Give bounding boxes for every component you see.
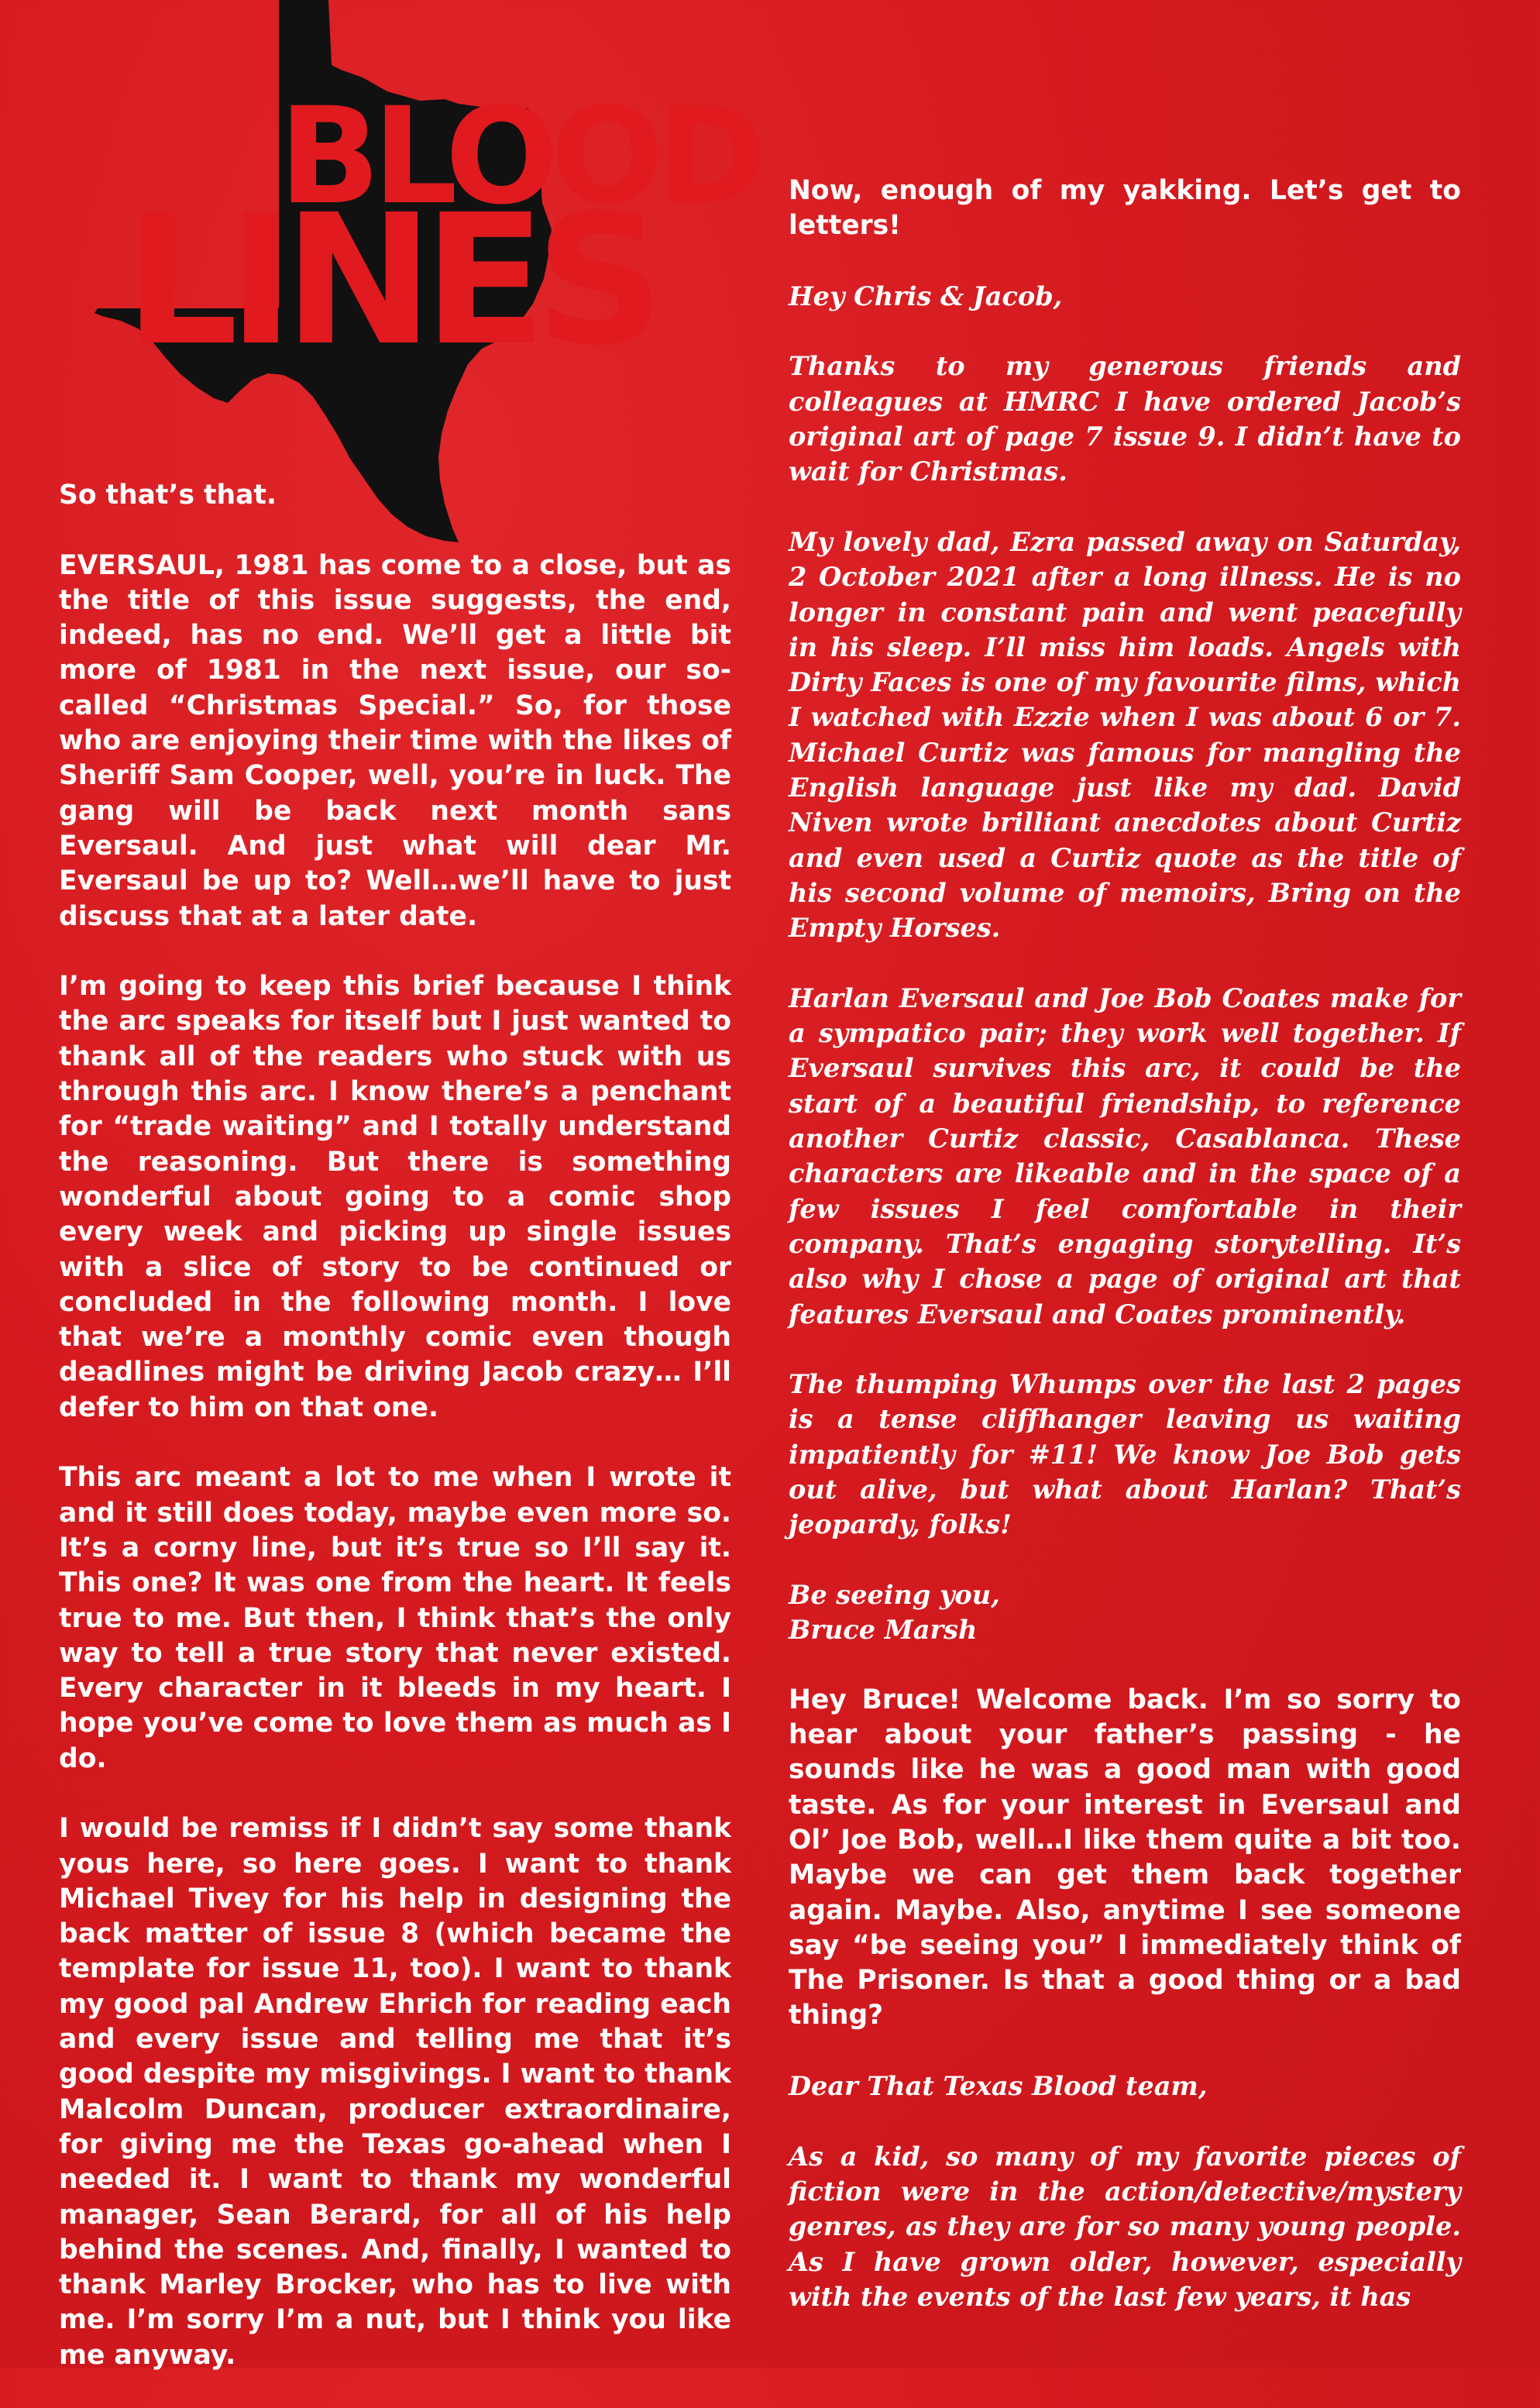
letter-paragraph: My lovely dad, Ezra passed away on Saturday, 2 October 2021 after a long illness. He is no longer in constant pain and went peacefully in his sleep. I’ll miss him loads. Angels with Dirty Faces is one of my favourite films, which I watched with Ezzie when I was about 6 or 7. Michael Curtiz was famous for mangling the English language just like my dad. David Niven wrote brilliant anecdotes about Curtiz and even used a Curtiz quote as the title of his second volume of memoirs, Bring on the Empty Horses.: [789, 526, 1461, 944]
reply-paragraph: Hey Bruce! Welcome back. I’m so sorry to hear about your father’s passing - he sounds like he was a good man with good taste. As for your interest in Eversaul and Ol’ Joe Bob, well…I like them quite a bit too. Maybe we can get them back together again. Maybe. Also, anytime I see someone say “be seeing you” I immediately think of The Prisoner. Is that a good thing or a bad thing?: [789, 1684, 1461, 2031]
letters-intro: Now, enough of my yakking. Let’s get to letters!: [789, 175, 1461, 242]
letter-author: Bruce Marsh: [789, 1615, 978, 1646]
editorial-paragraph: So that’s that.: [59, 480, 277, 511]
letter-paragraph: Thanks to my generous friends and colleagues at HMRC I have ordered Jacob’s original art of page 7 issue 9. I didn’t have to wait for Christmas.: [789, 351, 1461, 487]
editorial-paragraph: I’m going to keep this brief because I think the arc speaks for itself but I just wanted to thank all of the readers who stuck with us through this arc. I know there’s a penchant for “trade waiting” and I totally understand the reasoning. But there is something wonderful about going to a comic shop every week and picking up single issues with a slice of story to be continued or concluded in the following month. I love that we’re a monthly comic even though deadlines might be driving Jacob crazy… I’ll defer to him on that one.: [59, 971, 731, 1423]
masthead-word-blood: BLOOD: [279, 78, 759, 234]
editorial-paragraph: This arc meant a lot to me when I wrote it and it still does today, maybe even more so. It’s a corny line, but it’s true so I’ll say it. This one? It was one from the heart. It feels true to me. But then, I think that’s the only way to tell a true story that never existed. Every character in it bleeds in my heart. I hope you’ve come to love them as much as I do.: [59, 1462, 731, 1774]
letter-paragraph: Harlan Eversaul and Joe Bob Coates make for a sympatico pair; they work well together. If Eversaul survives this arc, it could be the start of a beautiful friendship, to reference another Curtiz classic, Casablanca. These characters are likeable and in the space of a few issues I feel comfortable in their company. That’s engaging storytelling. It’s also why I chose a page of original art that features Eversaul and Coates prominently.: [789, 982, 1461, 1330]
letters-column: [789, 174, 1461, 2349]
masthead-word-lines: LINES: [124, 176, 654, 385]
letter-greeting: Dear That Texas Blood team,: [789, 2071, 1208, 2102]
letter-greeting: Hey Chris & Jacob,: [789, 280, 1063, 311]
letter-paragraph: The thumping Whumps over the last 2 pages is a tense cliffhanger leaving us waiting impatiently for #11! We know Joe Bob gets out alive, but what about Harlan? That’s jeopardy, folks!: [789, 1369, 1461, 1540]
editorial-column: [59, 478, 731, 2408]
letter-paragraph: As a kid, so many of my favorite pieces of fiction were in the action/detective/mystery genres, as they are for so many young people. As I have grown older, however, especially with the events of the last few years, it has: [789, 2141, 1461, 2312]
editorial-paragraph: I would be remiss if I didn’t say some thank yous here, so here goes. I want to thank Michael Tivey for his help in designing the back matter of issue 8 (which became the template for issue 11, too). I want to thank my good pal Andrew Ehrich for reading each and every issue and telling me that it’s good despite my misgivings. I want to thank Malcolm Duncan, producer extraordinaire, for giving me the Texas go-ahead when I needed it. I want to thank my wonderful manager, Sean Berard, for all of his help behind the scenes. And, finally, I wanted to thank Marley Brocker, who has to live with me. I’m sorry I’m a nut, but I think you like me anyway.: [59, 1813, 731, 2371]
editorial-paragraph: EVERSAUL, 1981 has come to a close, but as the title of this issue suggests, the end, indeed, has no end. We’ll get a little bit more of 1981 in the next issue, our so-called “Christmas Special.” So, for those who are enjoying their time with the likes of Sheriff Sam Cooper, well, you’re in luck. The gang will be back next month sans Eversaul. And just what will dear Mr. Eversaul be up to? Well…we’ll have to just discuss that at a later date.: [59, 549, 731, 932]
letter-signoff: Be seeing you,: [789, 1579, 1000, 1610]
